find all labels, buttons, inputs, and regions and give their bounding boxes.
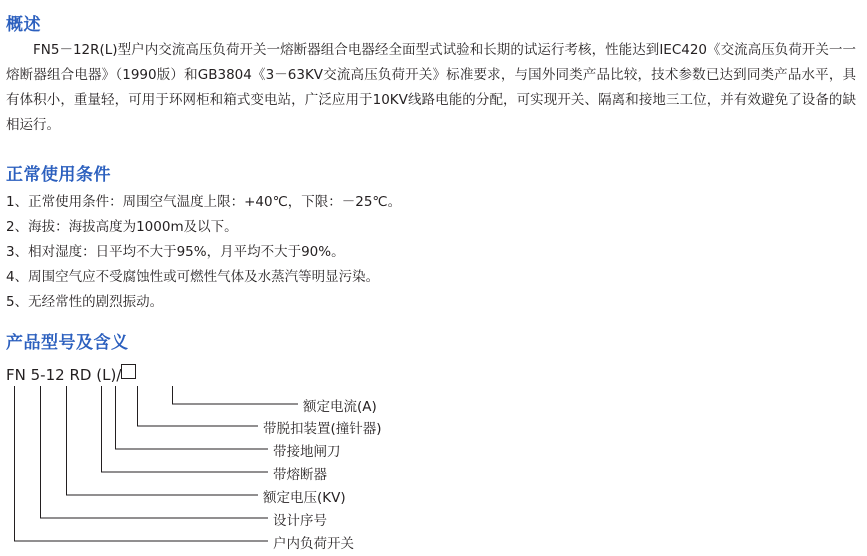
list-item: 5、无经常性的剧烈振动。: [6, 294, 164, 310]
list-item: 1、正常使用条件：周围空气温度上限：+40℃，下限：－25℃。: [6, 194, 402, 210]
model-part-voltage: 5-12: [30, 366, 65, 384]
list-item: 3、相对湿度：日平均不大于95%，月平均不大于90%。: [6, 244, 345, 260]
section-heading-overview: 概述: [6, 15, 41, 35]
legend-rated-current: 额定电流(A): [303, 399, 377, 415]
legend-indoor-load-switch: 户内负荷开关: [273, 536, 354, 552]
legend-trip-device: 带脱扣装置(撞针器): [263, 421, 382, 437]
conditions-list: [6, 190, 606, 315]
model-part-slash: /: [116, 366, 122, 384]
overview-paragraph: FN5－12R(L)型户内交流高压负荷开关一熔断器组合电器经全面型式试验和长期的试运行考核，性能达到IEC420《交流高压负荷开关一一熔断器组合电器》（1990版）和GB3804《3－63KV交流高压负荷开关》标准要求，与国外同类产品比较，技术参数已达到同类产品水平，具有体积小，重量轻，可用于环网柜和箱式变电站，广泛应用于10KV线路电能的分配，可实现开关、隔离和接地三工位，并有效避免了设备的缺相运行。: [6, 42, 856, 133]
model-part-fn: FN: [6, 366, 26, 384]
section-heading-model: 产品型号及含义: [6, 333, 129, 353]
model-part-earth: D: [79, 366, 92, 384]
leader-lines: [0, 360, 867, 556]
legend-with-fuse: 带熔断器: [273, 467, 327, 483]
model-designation-diagram: [0, 360, 867, 556]
model-part-trip: (L): [96, 366, 117, 384]
legend-design-serial: 设计序号: [273, 513, 327, 529]
list-item: 2、海拔：海拔高度为1000m及以下。: [6, 219, 238, 235]
list-item: 4、周围空气应不受腐蚀性或可燃性气体及水蒸汽等明显污染。: [6, 269, 380, 285]
legend-rated-voltage: 额定电压(KV): [263, 490, 346, 506]
legend-earthing-switch: 带接地闸刀: [273, 444, 341, 460]
section-heading-conditions: 正常使用条件: [6, 165, 111, 185]
model-part-fuse: R: [69, 366, 80, 384]
